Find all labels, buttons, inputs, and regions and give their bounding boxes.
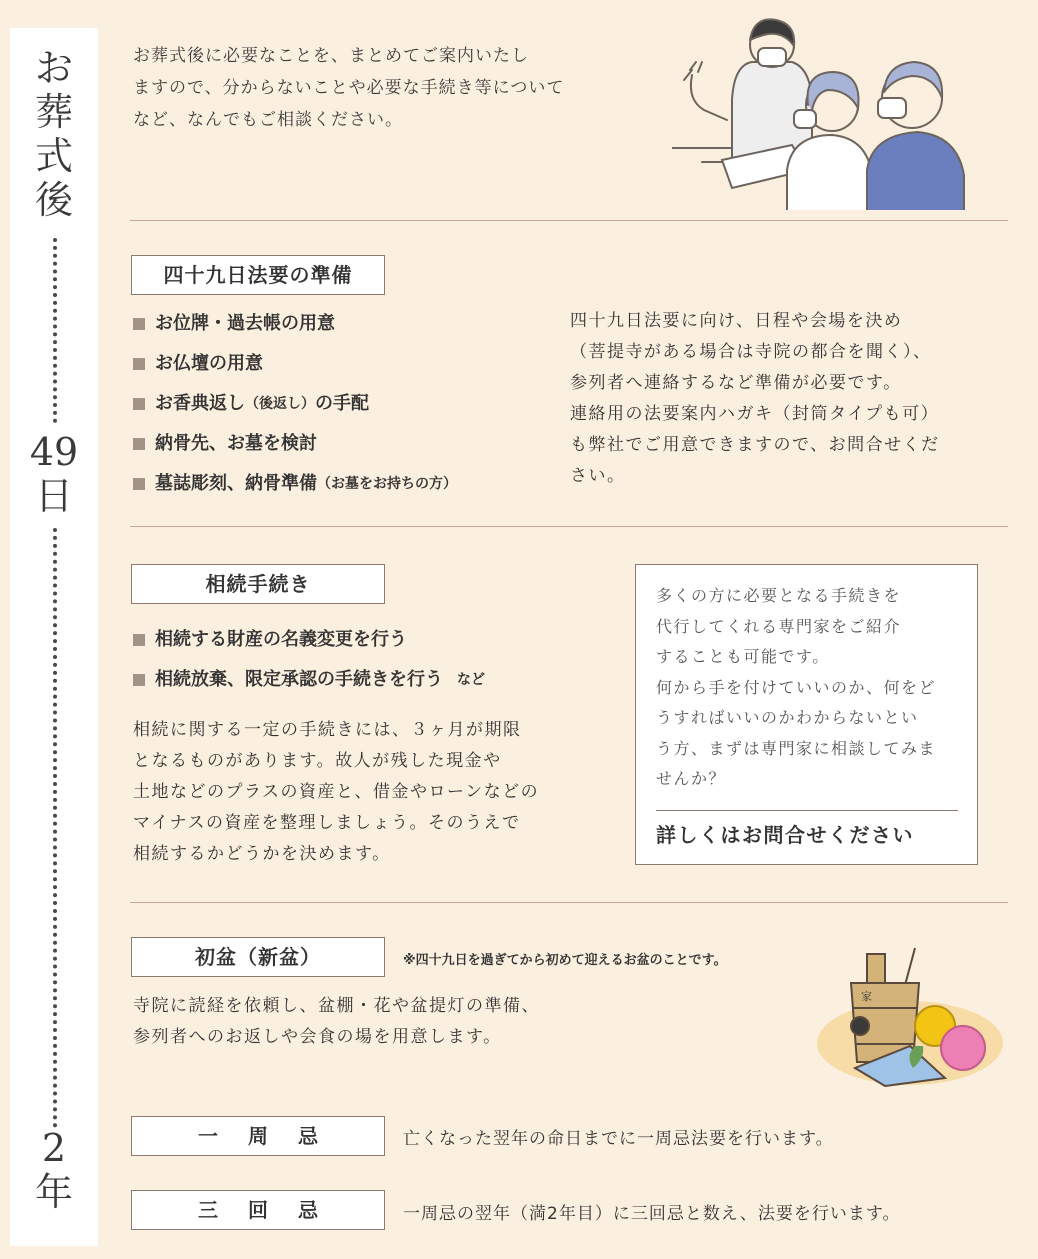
desc-line: 相続に関する一定の手続きには、３ヶ月が期限: [133, 720, 522, 740]
square-bullet-icon: [133, 318, 145, 330]
shijukunichi-title: 四十九日法要の準備: [131, 255, 385, 295]
square-bullet-icon: [133, 674, 145, 686]
timeline-2nen-label: [10, 1126, 98, 1214]
list-item-note: （後返し）: [245, 396, 315, 412]
list-item: [133, 384, 457, 424]
timeline-dots-lower: [53, 528, 57, 1128]
bucket-mark: 家: [861, 990, 872, 1003]
timeline: [10, 28, 98, 1246]
consult-line: 何から手を付けていいのか、何をど: [656, 677, 937, 697]
list-item-text: 墓誌彫刻、納骨準備: [155, 473, 317, 494]
timeline-char: お: [34, 46, 73, 90]
square-bullet-icon: [133, 478, 145, 490]
souzoku-list: [133, 620, 485, 700]
bucket-flowers-illustration: [815, 938, 1007, 1088]
timeline-49-label: [10, 430, 98, 518]
square-bullet-icon: [133, 358, 145, 370]
intro-line: ますので、分からないことや必要な手続き等について: [133, 78, 565, 98]
timeline-2-num: 2: [41, 1126, 67, 1170]
desc-line: も弊社でご用意できますので、お問合せくだ: [570, 435, 940, 455]
desc-line: 相続するかどうかを決めます。: [133, 844, 391, 864]
timeline-49-unit: 日: [34, 474, 73, 518]
consult-line: うすればいいのかわからないとい: [656, 708, 919, 727]
consult-line: 代行してくれる専門家をご紹介: [656, 616, 902, 636]
desc-line: （菩提寺がある場合は寺院の都合を聞く）、: [570, 342, 932, 362]
timeline-49-num: 49: [29, 430, 79, 474]
consult-line: う方、まずは専門家に相談してみま: [656, 738, 937, 758]
list-item-text: 相続放棄、限定承認の手続きを行う: [155, 669, 443, 690]
timeline-dots-upper: [53, 238, 57, 423]
list-item: [133, 660, 485, 700]
shijukunichi-description: [570, 306, 1000, 492]
consultation-text: [656, 581, 966, 795]
desc-line: 寺院に読経を依頼し、盆棚・花や盆提灯の準備、: [133, 996, 540, 1016]
list-item-note: など: [457, 672, 485, 688]
section-divider: [130, 902, 1008, 903]
desc-line: 参列者へ連絡するなど準備が必要です。: [570, 373, 902, 393]
list-item: [133, 344, 457, 384]
consult-line: せんか？: [656, 769, 727, 788]
desc-line: さい。: [570, 466, 626, 486]
hatsubon-title: 初盆（新盆）: [131, 937, 385, 977]
souzoku-description: [133, 715, 603, 870]
list-item-text: 納骨先、お墓を検討: [155, 433, 317, 454]
shijukunichi-list: [133, 304, 457, 504]
list-item-note: （お墓をお持ちの方）: [317, 476, 457, 492]
timeline-char: 式: [34, 134, 73, 178]
intro-text: [133, 40, 653, 136]
list-item: [133, 424, 457, 464]
square-bullet-icon: [133, 634, 145, 646]
timeline-start-label: [10, 46, 98, 222]
timeline-start-chars: [10, 46, 98, 222]
timeline-2-unit: 年: [34, 1170, 73, 1214]
list-item-text: 相続する財産の名義変更を行う: [155, 629, 407, 650]
desc-line: となるものがあります。故人が残した現金や: [133, 751, 502, 771]
list-item: [133, 304, 457, 344]
contact-cta: 詳しくはお問合せください: [656, 823, 914, 847]
sankaiki-title: 三回忌: [131, 1190, 385, 1230]
consultation-illustration: [672, 10, 1012, 210]
souzoku-title: 相続手続き: [131, 564, 385, 604]
square-bullet-icon: [133, 438, 145, 450]
list-item-text: お位牌・過去帳の用意: [155, 313, 335, 334]
list-item-text: お仏壇の用意: [155, 353, 263, 374]
isshuuki-description: 亡くなった翌年の命日までに一周忌法要を行います。: [403, 1129, 834, 1149]
list-item-tail: の手配: [315, 393, 369, 414]
consultation-divider: [656, 810, 958, 811]
desc-line: 参列者へのお返しや会食の場を用意します。: [133, 1027, 502, 1047]
intro-line: など、なんでもご相談ください。: [133, 110, 403, 130]
consultation-box: [635, 564, 978, 865]
section-divider: [130, 220, 1008, 221]
list-item: [133, 464, 457, 504]
timeline-char: 後: [34, 178, 73, 222]
hatsubon-description: [133, 991, 653, 1053]
section-divider: [130, 526, 1008, 527]
desc-line: 連絡用の法要案内ハガキ（封筒タイプも可）: [570, 404, 940, 424]
sankaiki-description: 一周忌の翌年（満2年目）に三回忌と数え、法要を行います。: [403, 1204, 901, 1224]
desc-line: 四十九日法要に向け、日程や会場を決め: [570, 311, 903, 331]
intro-line: お葬式後に必要なことを、まとめてご案内いたし: [133, 46, 529, 66]
square-bullet-icon: [133, 398, 145, 410]
isshuuki-title: 一周忌: [131, 1116, 385, 1156]
list-item-text: お香典返し: [155, 393, 245, 414]
consult-line: することも可能です。: [656, 647, 830, 666]
list-item: [133, 620, 485, 660]
consult-line: 多くの方に必要となる手続きを: [656, 586, 902, 605]
desc-line: マイナスの資産を整理しましょう。そのうえで: [133, 813, 521, 833]
hatsubon-note: ※四十九日を過ぎてから初めて迎えるお盆のことです。: [403, 953, 727, 968]
timeline-char: 葬: [34, 90, 73, 134]
desc-line: 土地などのプラスの資産と、借金やローンなどの: [133, 782, 540, 802]
